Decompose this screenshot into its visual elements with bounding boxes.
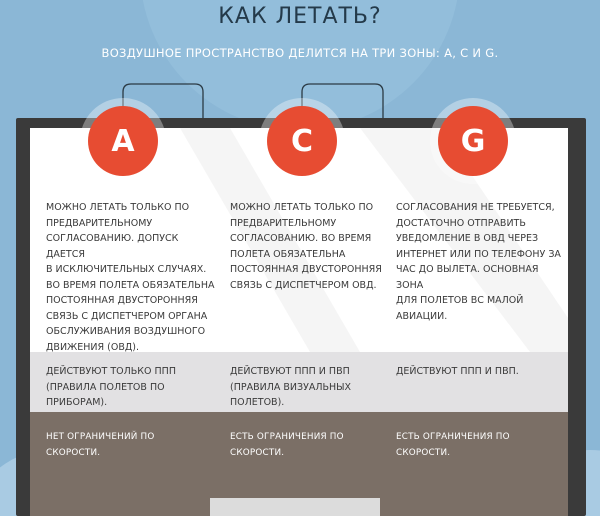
monitor-screen: [30, 128, 568, 516]
zone-g-speed: ЕСТЬ ОГРАНИЧЕНИЯ ПО СКОРОСТИ.: [396, 432, 510, 458]
zone-a-description: МОЖНО ЛЕТАТЬ ТОЛЬКО ПО ПРЕДВАРИТЕЛЬНОМУ СОГЛАСОВАНИЮ. ДОПУСК ДАЕТСЯ В ИСКЛЮЧИТЕЛЬНЫХ СЛУЧАЯХ. ВО ВРЕМЯ ПОЛЕТА ОБЯЗАТЕЛЬНА ПОСТОЯННАЯ ДВУСТОРОННЯЯ СВЯЗЬ С ДИСПЕТЧЕРОМ ОРГАНА ОБСЛУЖИВАНИЯ ВОЗДУШНОГО ДВИЖЕНИЯ (ОВД).: [46, 202, 215, 353]
zone-c-speed: ЕСТЬ ОГРАНИЧЕНИЯ ПО СКОРОСТИ.: [230, 432, 344, 458]
page-title: КАК ЛЕТАТЬ?: [218, 4, 382, 29]
zone-a-speed: НЕТ ОГРАНИЧЕНИЙ ПО СКОРОСТИ.: [46, 432, 155, 458]
page-subtitle: ВОЗДУШНОЕ ПРОСТРАНСТВО ДЕЛИТСЯ НА ТРИ ЗОНЫ: А, С И G.: [101, 46, 499, 60]
monitor-stand: [210, 498, 380, 516]
zone-a-badge: A: [88, 106, 158, 176]
zone-g-badge: G: [438, 106, 508, 176]
zone-a-rules: ДЕЙСТВУЮТ ТОЛЬКО ППП (ПРАВИЛА ПОЛЕТОВ ПО ПРИБОРАМ).: [46, 366, 176, 408]
zone-g-rules: ДЕЙСТВУЮТ ППП И ПВП.: [396, 366, 519, 377]
zone-g-description: СОГЛАСОВАНИЯ НЕ ТРЕБУЕТСЯ, ДОСТАТОЧНО ОТПРАВИТЬ УВЕДОМЛЕНИЕ В ОВД ЧЕРЕЗ ИНТЕРНЕТ ИЛИ ПО ТЕЛЕФОНУ ЗА ЧАС ДО ВЫЛЕТА. ОСНОВНАЯ ЗОНА ДЛЯ ПОЛЕТОВ ВС МАЛОЙ АВИАЦИИ.: [396, 202, 561, 322]
zone-c-description: МОЖНО ЛЕТАТЬ ТОЛЬКО ПО ПРЕДВАРИТЕЛЬНОМУ СОГЛАСОВАНИЮ. ВО ВРЕМЯ ПОЛЕТА ОБЯЗАТЕЛЬНА ПОСТОЯННАЯ ДВУСТОРОННЯЯ СВЯЗЬ С ДИСПЕТЧЕРОМ ОВД.: [230, 202, 382, 291]
zone-c-badge: C: [267, 106, 337, 176]
zone-c-rules: ДЕЙСТВУЮТ ППП И ПВП (ПРАВИЛА ВИЗУАЛЬНЫХ ПОЛЕТОВ).: [230, 366, 352, 408]
